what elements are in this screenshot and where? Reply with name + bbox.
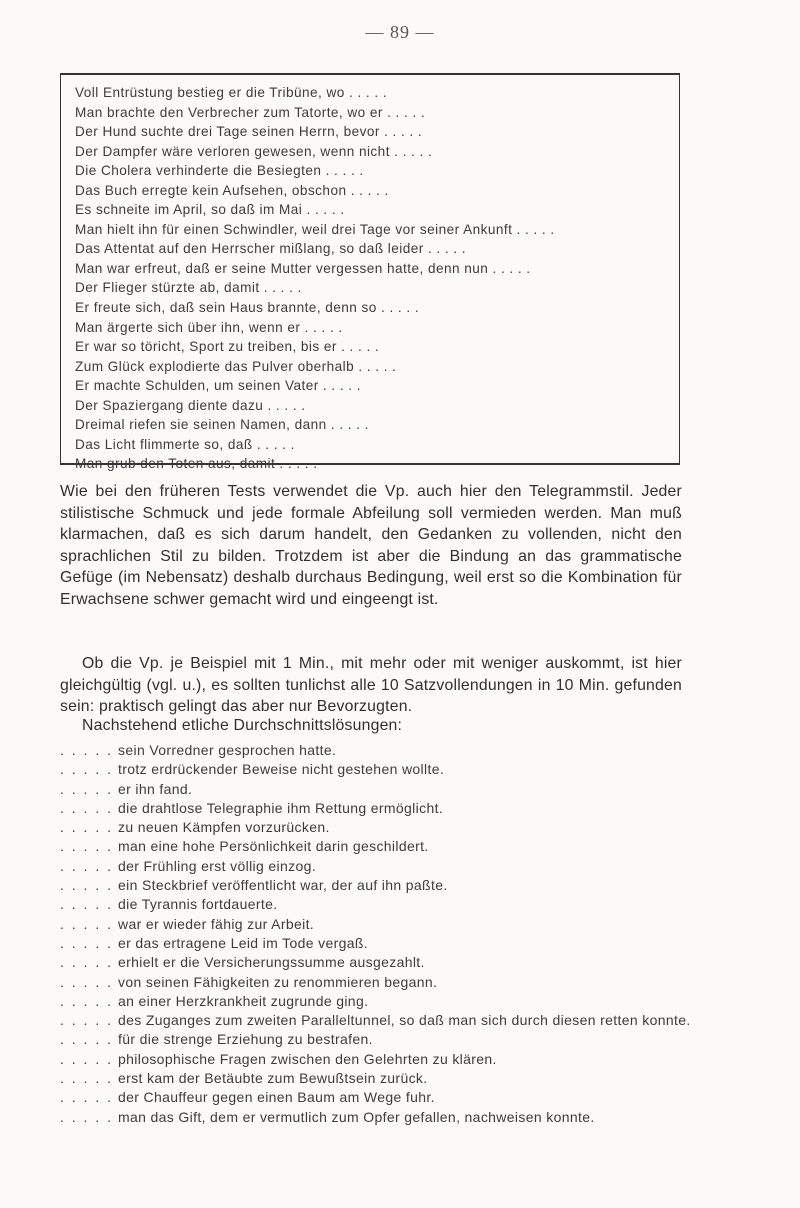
sentence-stem: Er machte Schulden, um seinen Vater . . . . . <box>75 378 361 394</box>
sentence-stem: Es schneite im April, so daß im Mai . . . . . <box>75 202 345 218</box>
solution-item <box>60 760 700 779</box>
leader-dots: . . . . . <box>60 780 114 797</box>
solution-text: zu neuen Kämpfen vorzurücken. <box>118 819 330 836</box>
leader-dots: . . . . . <box>60 742 114 758</box>
solution-text: die drahtlose Telegraphie ihm Rettung ermöglicht. <box>118 799 444 816</box>
leader-dots: . . . . . <box>60 954 114 971</box>
leader-dots: . . . . . <box>60 1031 114 1048</box>
solution-text: sein Vorredner gesprochen hatte. <box>118 742 337 758</box>
solution-text: man eine hohe Persönlichkeit darin geschildert. <box>118 838 429 855</box>
leader-dots: . . . . . <box>60 973 114 990</box>
solution-item <box>60 876 700 895</box>
solution-text: philosophische Fragen zwischen den Gelehrten zu klären. <box>118 1050 497 1067</box>
leader-dots: . . . . . <box>60 992 114 1009</box>
page-number: — 89 — <box>365 22 435 42</box>
sentence-stem: Man hielt ihn für einen Schwindler, weil drei Tage vor seiner Ankunft . . . . . <box>75 221 555 237</box>
sentence-stem: Man brachte den Verbrecher zum Tatorte, wo er . . . . . <box>75 104 426 120</box>
solution-text: er ihn fand. <box>118 780 193 797</box>
solution-item <box>60 818 700 837</box>
sentence-stem: Der Flieger stürzte ab, damit . . . . . <box>75 280 302 296</box>
leader-dots: . . . . . <box>60 819 114 836</box>
solution-text: man das Gift, dem er vermutlich zum Opfer gefallen, nachweisen konnte. <box>118 1108 595 1125</box>
solution-text: der Chauffeur gegen einen Baum am Wege fuhr. <box>118 1089 435 1106</box>
paragraph-timing: Ob die Vp. je Beispiel mit 1 Min., mit mehr oder mit weniger auskommt, ist hier gleichgültig (vgl. u.), es sollten tunlichst alle 10 Satzvollendungen in 10 Min. gefunden sein: praktisch gelingt das aber nur Bevorzugten. <box>60 655 682 716</box>
sentence-stem: Die Cholera verhinderte die Besiegten . . . . . <box>75 163 364 179</box>
solution-item <box>60 1088 700 1107</box>
solution-item <box>60 915 700 934</box>
solutions-intro: Nachstehend etliche Durchschnittslösungen: <box>82 717 403 734</box>
leader-dots: . . . . . <box>60 1012 114 1029</box>
leader-dots: . . . . . <box>60 1108 114 1125</box>
sentence-stem: Man ärgerte sich über ihn, wenn er . . . . . <box>75 319 343 335</box>
solution-item <box>60 1030 700 1049</box>
solution-item <box>60 1108 700 1127</box>
sentence-stem: Er war so töricht, Sport zu treiben, bis er . . . . . <box>75 339 380 355</box>
solution-text: der Frühling erst völlig einzog. <box>118 857 316 874</box>
solution-text: er das ertragene Leid im Tode vergaß. <box>118 934 369 951</box>
sentence-stem: Das Licht flimmerte so, daß . . . . . <box>75 436 295 452</box>
solution-item <box>60 799 700 818</box>
sentence-stem: Der Hund suchte drei Tage seinen Herrn, bevor . . . . . <box>75 124 423 140</box>
solution-item <box>60 973 700 992</box>
sentence-stem: Der Dampfer wäre verloren gewesen, wenn nicht . . . . . <box>75 143 433 159</box>
solution-text: für die strenge Erziehung zu bestrafen. <box>118 1031 373 1048</box>
solution-item <box>60 1050 700 1069</box>
leader-dots: . . . . . <box>60 1070 114 1087</box>
solution-text: erhielt er die Versicherungssumme ausgezahlt. <box>118 954 425 971</box>
sentence-stem: Das Attentat auf den Herrscher mißlang, so daß leider . . . . . <box>75 241 467 257</box>
solution-text: erst kam der Betäubte zum Bewußtsein zurück. <box>118 1070 428 1087</box>
leader-dots: . . . . . <box>60 877 114 894</box>
leader-dots: . . . . . <box>60 1050 114 1067</box>
paragraph-instructions: Wie bei den früheren Tests verwendet die Vp. auch hier den Telegrammstil. Jeder stilistische Schmuck und jede formale Abfeilung soll vermieden werden. Man muß klarmachen, daß es sich darum handelt, den Gedanken zu vollenden, nicht den sprachlichen Stil zu bilden. Trotzdem ist aber die Bindung an das grammatische Gefüge (im Nebensatz) deshalb durchaus Bedingung, weil erst so die Kombination für Erwachsene schwer gemacht wird und eingeengt ist. <box>60 483 682 608</box>
solution-item <box>60 837 700 856</box>
solution-text: von seinen Fähigkeiten zu renommieren begann. <box>118 973 438 990</box>
sentence-stem: Der Spaziergang diente dazu . . . . . <box>75 397 306 413</box>
solution-text: war er wieder fähig zur Arbeit. <box>118 915 315 932</box>
solution-item <box>60 953 700 972</box>
sentence-stem: Zum Glück explodierte das Pulver oberhalb . . . . . <box>75 358 397 374</box>
solution-text: an einer Herzkrankheit zugrunde ging. <box>118 992 369 1009</box>
solution-item <box>60 857 700 876</box>
sentence-stem: Voll Entrüstung bestieg er die Tribüne, wo . . . . . <box>75 85 388 100</box>
leader-dots: . . . . . <box>60 838 114 855</box>
solution-item <box>60 780 700 799</box>
sentence-stem: Er freute sich, daß sein Haus brannte, denn so . . . . . <box>75 300 420 316</box>
solutions-list <box>60 741 700 1127</box>
leader-dots: . . . . . <box>60 934 114 951</box>
solution-item <box>60 895 700 914</box>
solution-text: die Tyrannis fortdauerte. <box>118 896 278 913</box>
sentence-stem: Man war erfreut, daß er seine Mutter vergessen hatte, denn nun . . . . . <box>75 260 531 276</box>
solution-text: trotz erdrückender Beweise nicht gestehen wollte. <box>118 761 445 778</box>
solution-item <box>60 934 700 953</box>
leader-dots: . . . . . <box>60 1089 114 1106</box>
solution-item <box>60 741 700 760</box>
sentence-stems-box <box>60 73 680 472</box>
sentence-stem: Dreimal riefen sie seinen Namen, dann . . . . . <box>75 417 369 433</box>
solution-item <box>60 1069 700 1088</box>
leader-dots: . . . . . <box>60 857 114 874</box>
leader-dots: . . . . . <box>60 761 114 778</box>
leader-dots: . . . . . <box>60 799 114 816</box>
solution-text: ein Steckbrief veröffentlicht war, der auf ihn paßte. <box>118 877 448 894</box>
solution-text: des Zuganges zum zweiten Paralleltunnel, so daß man sich durch diesen retten konnte. <box>118 1012 691 1029</box>
sentence-stem: Man grub den Toten aus, damit . . . . . <box>75 456 318 472</box>
sentence-stem: Das Buch erregte kein Aufsehen, obschon . . . . . <box>75 182 389 198</box>
leader-dots: . . . . . <box>60 896 114 913</box>
solution-item <box>60 992 700 1011</box>
solution-item <box>60 1011 700 1030</box>
leader-dots: . . . . . <box>60 915 114 932</box>
